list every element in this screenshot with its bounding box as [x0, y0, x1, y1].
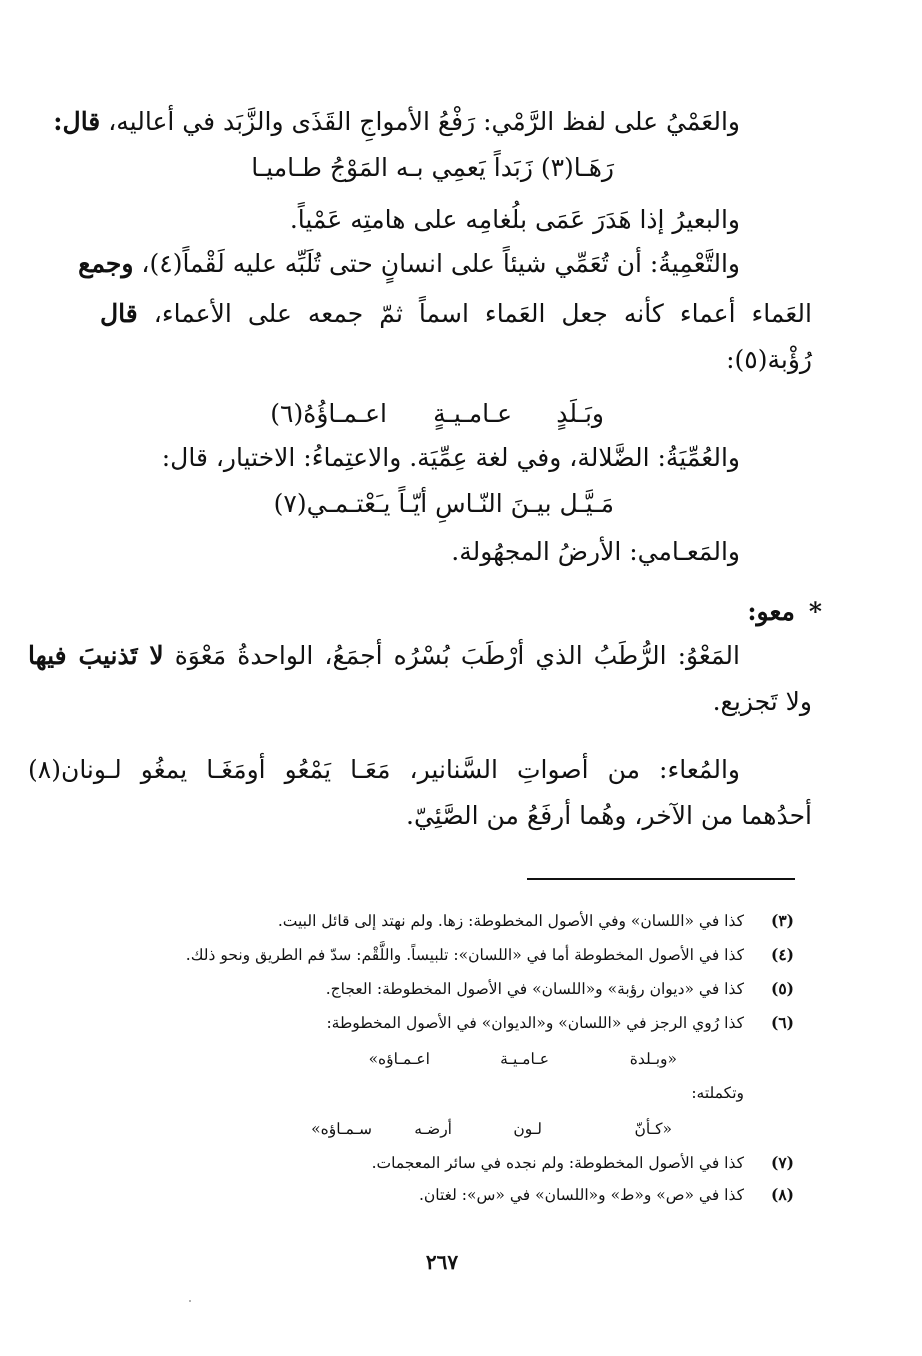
footnote-number-3: (٣) [770, 911, 794, 930]
body-line-1-text: والعَمْيُ على لفظ الرَّمْي: رَفْعُ الأمواجِ القَذَى والزَّبَد في أعاليه، [100, 107, 740, 136]
body-line-4 [100, 292, 812, 336]
body-line-4-text: العَماء أعماء كأنه جعل العَماء اسماً ثمّ جمعه على الأعماء، [137, 299, 813, 328]
body-line-1 [53, 100, 740, 144]
footnote-5-text: كذا في «ديوان رؤبة» و«اللسان» في الأصول المخطوطة: العجاج. [325, 980, 744, 998]
footnote-6-verse-2-part-1: «كـأنّ [634, 1120, 672, 1138]
body-line-10: والمُعاء: من أصواتِ السَّنانير، مَعَـا يَمْعُو أومَغَـا يمغُو لـونان(٨) [28, 755, 740, 784]
footnote-6-verse-2-part-3: أرضـه [414, 1120, 452, 1138]
footnote-number-8: (٨) [770, 1185, 794, 1204]
footnote-6-verse-1-part-1: «وبـلدة [629, 1050, 677, 1068]
body-line-9: ولا تَجزيع. [712, 687, 812, 716]
bold-word: قال [100, 299, 138, 328]
body-line-8 [28, 634, 740, 678]
footnote-7-text: كذا في الأصول المخطوطة: ولم نجده في سائر المعجمات. [371, 1154, 744, 1172]
footnote-4-text: كذا في الأصول المخطوطة أما في «اللسان»: تلبيساً. واللَّقْم: سدّ فم الطريق ونحو ذلك. [185, 946, 744, 964]
footnote-6-verse-2-part-4: سـمـاؤه» [311, 1120, 372, 1138]
bold-word: وجمع [78, 249, 134, 278]
body-line-8-text: المَعْوُ: الرُّطَبُ الذي أرْطَبَ بُسْرُه أجمَعُ، الواحدةُ مَعْوَة [163, 641, 740, 670]
footnote-6-text: كذا رُوي الرجز في «اللسان» و«الديوان» في الأصول المخطوطة: [326, 1014, 744, 1032]
footnote-number-5: (٥) [770, 979, 794, 998]
bold-phrase: لا تَذنيبَ فيها [28, 641, 164, 670]
bold-word: قال: [53, 107, 101, 136]
footnote-6-label: وتكملته: [691, 1084, 744, 1102]
body-line-3 [78, 242, 740, 286]
footnote-6-verse-1-part-3: اعـمـاؤه» [368, 1050, 430, 1068]
footnote-6-verse-2-part-2: لـون [513, 1120, 542, 1138]
footnote-number-7: (٧) [770, 1153, 794, 1172]
verse-line-1 [251, 146, 614, 190]
footnote-number-4: (٤) [770, 945, 794, 964]
footnote-number-6: (٦) [770, 1013, 794, 1032]
body-line-7: والمَعـامي: الأرضُ المجهُولة. [451, 537, 740, 566]
scan-speck [189, 1300, 191, 1302]
body-line-3-text: والتَّعْمِيةُ: أن تُعَمِّي شيئاً على انسانٍ حتى تُلَبِّه عليه لَقْماً(٤)، [133, 249, 740, 278]
footnote-6-verse-1-part-2: عـامـيـة [500, 1050, 549, 1068]
heading-text: معو: [747, 597, 795, 626]
verse-2-part-3: اعـمـاؤُهُ(٦) [270, 399, 387, 428]
footnote-8-text: كذا في «ص» و«ط» و«اللسان» في «س»: لغتان. [418, 1186, 744, 1204]
footnote-separator [527, 878, 795, 880]
verse-text: رَهَـا(٣) زَبَداً يَعمِي بـه المَوْجُ طـاميـا [251, 153, 614, 182]
page-number: ٢٦٧ [425, 1250, 459, 1274]
verse-line-3: مَـيَّـل بيـنَ النّـاسِ أيّـاً يـَعْتـمـي(٧) [273, 489, 614, 518]
footnote-3-text: كذا في «اللسان» وفي الأصول المخطوطة: زها. ولم نهتد إلى قائل البيت. [277, 912, 744, 930]
body-line-11: أحدُهما من الآخر، وهُما أرفَعُ من الصَّئِيّ. [406, 801, 812, 830]
verse-2-part-2: عـامـيـةٍ [433, 399, 512, 428]
star-marker: * [808, 597, 822, 626]
body-line-5: رُؤْبة(٥): [726, 345, 812, 374]
body-line-2: والبعيرُ إذا هَدَرَ عَمَى بلُغامِه على هامتِه عَمْياً. [289, 205, 740, 234]
body-line-6: والعُمِّيَةُ: الضَّلالة، وفي لغة عِمِّيَة. والاعتِماءُ: الاختيار، قال: [161, 443, 740, 472]
verse-2-part-1: وبَـلَدٍ [556, 399, 604, 428]
entry-heading [747, 590, 822, 634]
